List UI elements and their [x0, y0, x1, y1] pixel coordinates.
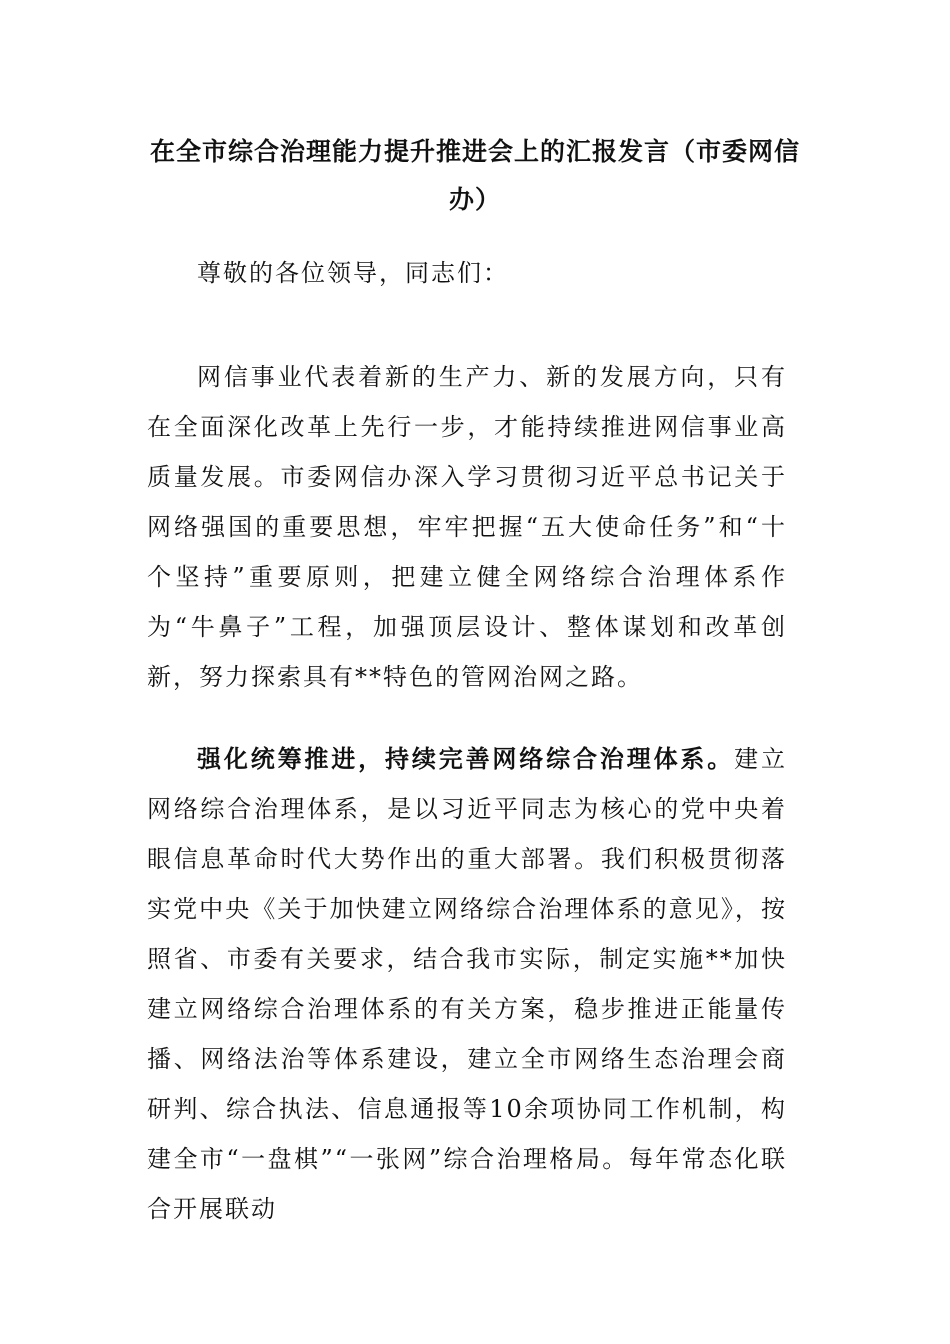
- paragraph-intro: [147, 352, 787, 702]
- salutation: 尊敬的各位领导，同志们：: [197, 259, 509, 287]
- document-title: 在全市综合治理能力提升推进会上的汇报发言（市委网信办）: [149, 137, 800, 214]
- paragraph-body: 网信事业代表着新的生产力、新的发展方向，只有在全面深化改革上先行一步，才能持续推进网信事业高质量发展。市委网信办深入学习贯彻习近平总书记关于网络强国的重要思想，牢牢把握“五大使命任务”和“十个坚持”重要原则，把建立健全网络综合治理体系作为“牛鼻子”工程，加强顶层设计、整体谋划和改革创新，努力探索具有**特色的管网治网之路。: [147, 363, 787, 691]
- paragraph-lead-heading: 强化统筹推进，持续完善网络综合治理体系。: [197, 744, 735, 773]
- paragraph-section-1: [147, 734, 788, 1223]
- paragraph-body: 建立网络综合治理体系，是以习近平同志为核心的党中央着眼信息革命时代大势作出的重大部署。我们积极贯彻落实党中央《关于加快建立网络综合治理体系的意见》，按照省、市委有关要求，结合我市实际，制定实施**加快建立网络综合治理体系的有关方案，稳步推进正能量传播、网络法治等体系建设，建立全市网络生态治理会商研判、综合执法、信息通报等10余项协同工作机制，构建全市“一盘棋”“一张网”综合治理格局。每年常态化联合开展联动: [147, 745, 788, 1223]
